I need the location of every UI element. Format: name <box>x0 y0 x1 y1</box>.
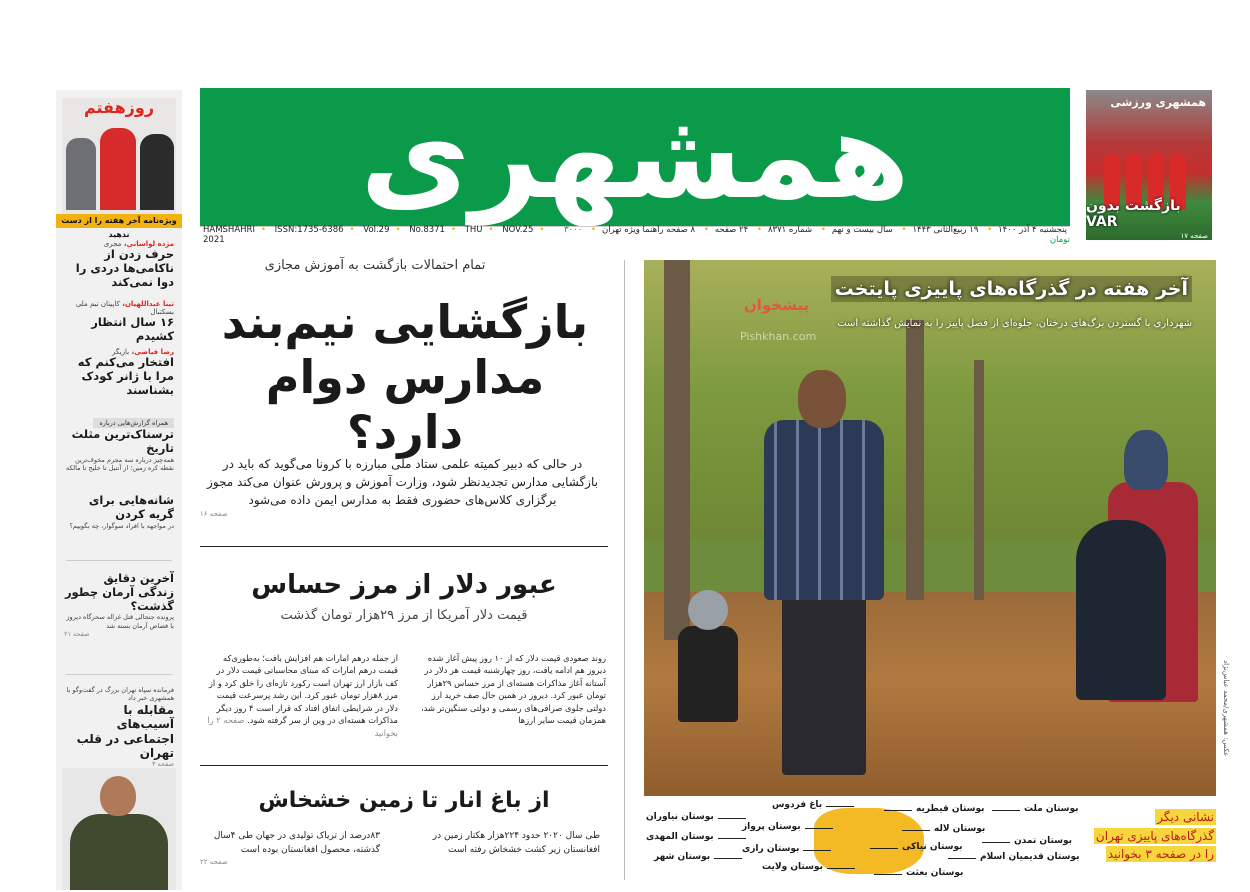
report-headline: شانه‌هایی برای گریه کردن <box>88 493 174 521</box>
story-summary: پرونده جنجالی قتل غزاله سحرگاه دیروز با قصاص آرمان بسته شد <box>66 613 174 630</box>
meta-paper-name: HAMSHAHRI <box>203 224 255 235</box>
weekend-supplement-banner: ویژه‌نامه آخر هفته را از دست ندهید <box>56 214 182 228</box>
weekend-supplement-logo: روزهفتم <box>83 98 155 117</box>
sidebar-interview[interactable]: مژده لواسانی، مجری حرف زدن از ناکامی‌ها دردی را دوا نمی‌کند <box>64 240 174 289</box>
sidebar-story-arman[interactable] <box>64 572 174 638</box>
park-label: بوستان قیطریه <box>916 804 985 814</box>
lead-headline[interactable] <box>200 295 610 461</box>
father-legs <box>782 595 866 775</box>
report-summary: همه‌چیز درباره سه مجرم مخوف‌ترین نقطه کره زمین؛ از آنتیل تا خلیج تا مالکه <box>66 455 174 473</box>
interviewee-role: بازیگر <box>111 348 130 356</box>
lead-headline-line1: بازگشایی نیم‌بند <box>221 295 589 349</box>
park-label: بوستان تمدن <box>1014 836 1073 846</box>
sidebar-report[interactable] <box>64 494 174 530</box>
note-line: را در صفحه ۳ بخوانید <box>1107 847 1214 862</box>
photo-child <box>672 590 742 740</box>
meta-fa-number: شماره ۸۳۷۱ <box>767 224 813 235</box>
park-label: بوستان نیاکی <box>902 842 963 852</box>
story-headline: مقابله با آسیب‌های اجتماعی در قلب تهران <box>76 702 174 761</box>
park-label: بوستان نیاوران <box>646 812 714 822</box>
sidebar-story-irgc[interactable] <box>64 686 174 768</box>
meta-pages: ۲۴ صفحه <box>714 224 749 235</box>
story-page-ref: صفحه ۳ <box>151 760 174 769</box>
note-line: گذرگاه‌های پاییزی تهران <box>1095 828 1214 843</box>
column-divider <box>624 260 625 880</box>
portrait-body <box>70 814 168 890</box>
meta-number: No.8371 <box>409 224 445 235</box>
dollar-headline[interactable]: عبور دلار از مرز حساس <box>251 570 557 600</box>
child-head <box>688 590 728 630</box>
photo-credit: عکس: همشهری/محمد عباس‌نژاد <box>1222 660 1230 757</box>
report-headline: ترسناک‌ترین مثلث تاریخ <box>71 427 174 455</box>
poppy-body-right: طی سال ۲۰۲۰ حدود ۲۲۴هزار هکتار زمین در افغانستان زیر کشت خشخاش رفته است <box>432 831 600 855</box>
mother-head <box>1124 430 1168 490</box>
photo-stroller <box>1076 520 1166 700</box>
meta-fa-date: پنجشنبه ۴ آذر ۱۴۰۰ <box>998 224 1067 235</box>
meta-fa-year: سال بیست و نهم <box>831 224 893 235</box>
photo-headline: آخر هفته در گذرگاه‌های پاییزی پایتخت <box>831 276 1192 302</box>
child-torso <box>678 626 738 722</box>
interviewee-role: کاپیتان تیم ملی بسکتبال <box>75 300 174 316</box>
sports-supplement-promo[interactable] <box>1086 90 1212 240</box>
masthead-logo[interactable] <box>200 88 1070 226</box>
issue-meta-bar <box>200 224 1070 245</box>
person-figure <box>140 134 174 210</box>
report-summary: در مواجهه با افراد سوگوار، چه بگوییم؟ <box>69 521 174 530</box>
lead-kicker: تمام احتمالات بازگشت به آموزش مجازی <box>264 258 486 273</box>
story-page-ref: صفحه ۲۱ <box>64 630 90 639</box>
sidebar-divider <box>66 560 172 561</box>
father-torso <box>764 420 884 600</box>
sidebar-interview[interactable]: تینا عبداللهیان، کاپیتان تیم ملی بسکتبال ۱۶ سال انتظار کشیدم <box>64 300 174 344</box>
person-figure <box>100 128 136 210</box>
meta-guide-pages: ۸ صفحه راهنما ویژه تهران <box>601 224 696 235</box>
commander-portrait <box>62 768 176 890</box>
section-divider <box>200 546 608 547</box>
meta-weekday: THU <box>464 224 483 235</box>
dollar-body-right: روند صعودی قیمت دلار که از ۱۰ روز پیش آغاز شده دیروز هم ادامه یافت، روز چهارشنبه قیمت هر دلار در آستانه آغاز مذاکرات هسته‌ای از مرز حساس ۲۹هزار تومان عبور کرد. دیروز در همین حال صف خرید ارز دولتی جلوی صرافی‌های رسمی و دولتی سنگین‌تر شد، همزمان قیمت سایر ارزها <box>420 653 606 726</box>
interviewee-name: مژده لواسانی <box>126 240 174 248</box>
park-label: بوستان قدیمیان اسلام <box>980 852 1080 862</box>
sidebar-report[interactable] <box>64 428 174 472</box>
parks-map <box>644 796 1084 892</box>
dollar-body-left <box>202 652 398 739</box>
tree-trunk <box>974 360 984 600</box>
sports-promo-caption: بازگشت بدون VAR <box>1086 198 1181 230</box>
sidebar-divider <box>66 674 172 675</box>
tehran-map-shape <box>814 808 924 874</box>
poppy-body-left-text: ۸۳درصد از تریاک تولیدی در جهان طی ۴سال گذشته، محصول افغانستان بوده است <box>213 831 380 855</box>
dollar-subheadline: قیمت دلار آمریکا از مرز ۲۹هزار تومان گذشت <box>280 608 528 623</box>
interviewee-name: تینا عبداللهیان <box>124 300 174 308</box>
sports-supplement-logo: همشهری ورزشی <box>1110 96 1206 109</box>
weekend-supplement-promo[interactable] <box>62 98 176 218</box>
park-label: بوستان لاله <box>934 824 986 834</box>
sidebar-interview[interactable]: رضا فیاضی، بازیگر افتخار می‌کنم که مرا با ژانر کودک بشناسند <box>64 348 174 397</box>
issue-meta-persian: پنجشنبه ۴ آذر ۱۴۰۰• ۱۹ ربیع‌الثانی ۱۴۴۳• سال بیست و نهم• شماره ۸۳۷۱• ۲۴ صفحه• ۸ صفحه راهنما ویژه تهران• ۳۰۰۰ تومان <box>563 224 1070 245</box>
interview-headline: ۱۶ سال انتظار کشیدم <box>91 315 174 343</box>
tree-trunk <box>664 260 690 640</box>
portrait-face <box>100 776 136 816</box>
meta-year: 2021 <box>203 234 225 245</box>
left-sidebar <box>56 90 182 890</box>
park-label: باغ فردوس <box>772 800 823 810</box>
pishkhan-watermark-url: Pishkhan.com <box>740 330 817 343</box>
interview-headline: حرف زدن از ناکامی‌ها دردی را دوا نمی‌کند <box>75 247 174 289</box>
masthead-title: همشهری <box>360 88 910 226</box>
park-label: بوستان المهدی <box>646 832 714 842</box>
interviewee-name: رضا فیاضی <box>134 348 174 356</box>
park-label: بوستان ولایت <box>762 862 823 872</box>
pishkhan-watermark: پیشخوان <box>744 296 810 314</box>
story-summary: فرمانده سپاه تهران بزرگ در گفت‌وگو با همشهری خبر داد <box>66 686 174 703</box>
person-figure <box>66 138 96 210</box>
meta-volume: Vol.29 <box>363 224 390 235</box>
meta-hijri-date: ۱۹ ربیع‌الثانی ۱۴۴۳ <box>912 224 979 235</box>
park-label: بوستان رازی <box>742 844 800 854</box>
autumn-park-photo[interactable] <box>644 260 1216 796</box>
dollar-body-left-text: از جمله درهم امارات هم افزایش یافت؛ به‌طوری‌که قیمت درهم امارات که مبنای محاسباتی قیمت دلار در کف بازار ارز تهران است رکورد تازه‌ای را خلق کرد و از مرز ۸هزار تومان عبور کرد. این رشد پرسرعت قیمت دلار در شرایطی اتفاق افتاد که قرار است ۴ روز دیگر مذاکرات هسته‌ای در وین از سر گرفته شود. <box>208 653 398 726</box>
photo-subtitle: شهرداری با گستردن برگ‌های درختان، جلوه‌ای از فصل پاییز را به نمایش گذاشته است <box>837 318 1192 329</box>
father-head <box>798 370 846 428</box>
issue-meta-latin: HAMSHAHRI • ISSN:1735-6386 • Vol.29 • No.8371 • THU • NOV.25 • 2021 <box>203 224 545 245</box>
interviewee-role: مجری <box>103 240 122 248</box>
meta-price: ۳۰۰۰ تومان <box>563 224 1070 245</box>
poppy-body-left <box>200 830 380 868</box>
poppy-headline[interactable]: از باغ انار تا زمین خشخاش <box>258 788 550 813</box>
meta-issn: ISSN:1735-6386 <box>274 224 344 235</box>
park-label: بوستان بعثت <box>906 868 964 878</box>
park-label: بوستان پرواز <box>742 822 801 832</box>
report-tag: همراه گزارش‌هایی درباره <box>93 418 174 428</box>
section-divider <box>200 765 608 766</box>
lead-body: در حالی که دبیر کمیته علمی ستاد ملی مبارزه با کرونا می‌گوید که باید در بازگشایی مدارس تجدیدنظر شود، وزارت آموزش و پرورش عنوان می‌کند مجوز برگزاری کلاس‌های حضوری فقط به مدارس ایمن داده می‌شود <box>207 457 598 507</box>
lead-headline-line2: مدارس دوام دارد؟ <box>265 350 545 460</box>
parks-page-note[interactable] <box>1088 808 1216 864</box>
park-label: بوستان شهر <box>654 852 711 862</box>
lead-page-ref: صفحه ۱۶ <box>200 510 228 518</box>
story-headline: آخرین دقایق زندگی آرمان چطور گذشت؟ <box>64 571 174 613</box>
meta-date: NOV.25 <box>502 224 534 235</box>
sports-promo-page: صفحه ۱۷ <box>1180 232 1208 240</box>
dollar-page-ref: صفحه ۲ را بخوانید <box>207 715 398 738</box>
park-label: بوستان ملت <box>1024 804 1079 814</box>
note-line: نشانی دیگر <box>1157 810 1214 824</box>
interview-headline: افتخار می‌کنم که مرا با ژانر کودک بشناسند <box>77 355 174 397</box>
poppy-page-ref: صفحه ۲۲ <box>200 858 228 866</box>
photo-father <box>754 370 894 790</box>
tree-trunk <box>906 320 924 600</box>
